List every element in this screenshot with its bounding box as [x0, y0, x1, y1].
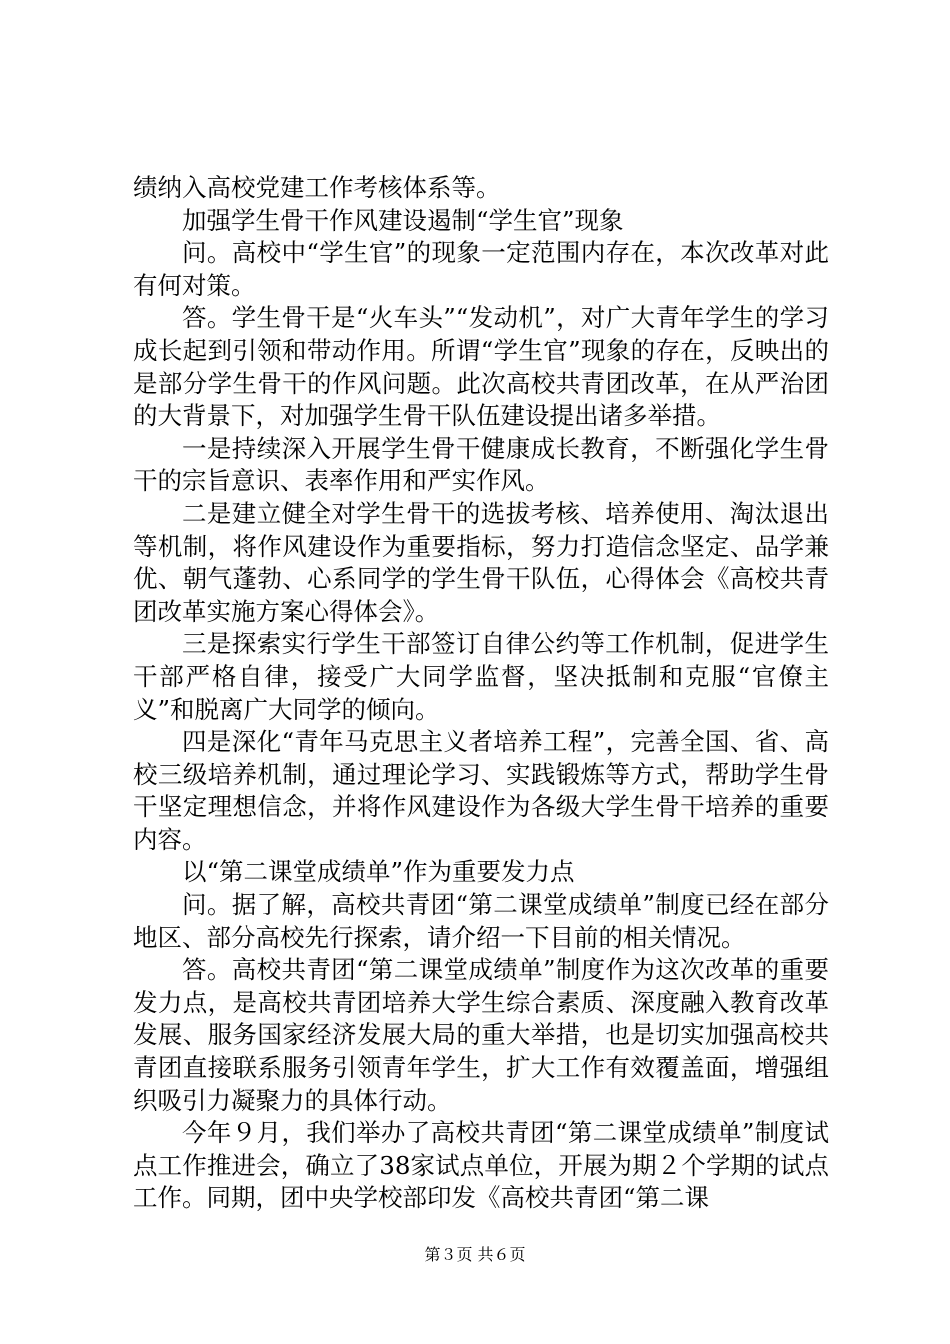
paragraph-point-1: 一是持续深入开展学生骨干健康成长教育，不断强化学生骨干的宗旨意识、表率作用和严实作风。	[133, 433, 829, 496]
paragraph-point-4: 四是深化“青年马克思主义者培养工程”，完善全国、省、高校三级培养机制，通过理论学习、实践锻炼等方式，帮助学生骨干坚定理想信念，并将作风建设作为各级大学生骨干培养的重要内容。	[133, 727, 829, 854]
section-heading-second-classroom: 以“第二课堂成绩单”作为重要发力点	[182, 857, 575, 887]
paragraph-point-2: 二是建立健全对学生骨干的选拔考核、培养使用、淘汰退出等机制，将作风建设作为重要指标，努力打造信念坚定、品学兼优、朝气蓬勃、心系同学的学生骨干队伍，心得体会《高校共青团改革实施方案心得体会》。	[133, 498, 829, 626]
paragraph-question-2: 问。据了解，高校共青团“第二课堂成绩单”制度已经在部分地区、部分高校先行探索，请介绍一下目前的相关情况。	[133, 890, 829, 952]
paragraph-continuation: 绩纳入高校党建工作考核体系等。	[133, 173, 501, 202]
paragraph-answer-2: 答。高校共青团“第二课堂成绩单”制度作为这次改革的重要发力点，是高校共青团培养大学生综合素质、深度融入教育改革发展、服务国家经济发展大局的重大举措，也是切实加强高校共青团直接联系服务引领青年学生，扩大工作有效覆盖面，增强组织吸引力凝聚力的具体行动。	[133, 955, 829, 1115]
section-heading-student-cadres: 加强学生骨干作风建设遏制“学生官”现象	[182, 205, 624, 235]
page-number-footer: 第３页 共６页	[424, 1245, 526, 1264]
paragraph-answer-1: 答。学生骨干是“火车头”“发动机”，对广大青年学生的学习成长起到引领和带动作用。所谓“学生官”现象的存在，反映出的是部分学生骨干的作风问题。此次高校共青团改革，在从严治团的大背景下，对加强学生骨干队伍建设提出诸多举措。	[133, 303, 829, 431]
paragraph-point-3: 三是探索实行学生干部签订自律公约等工作机制，促进学生干部严格自律，接受广大同学监督，坚决抵制和克服“官僚主义”和脱离广大同学的倾向。	[133, 629, 829, 724]
paragraph-question-1: 问。高校中“学生官”的现象一定范围内存在，本次改革对此有何对策。	[133, 238, 829, 300]
paragraph-pilot-work: 今年９月，我们举办了高校共青团“第二课堂成绩单”制度试点工作推进会，确立了38家试点单位，开展为期２个学期的试点工作。同期，团中央学校部印发《高校共青团“第二课	[133, 1118, 829, 1213]
body-text	[133, 172, 829, 1215]
